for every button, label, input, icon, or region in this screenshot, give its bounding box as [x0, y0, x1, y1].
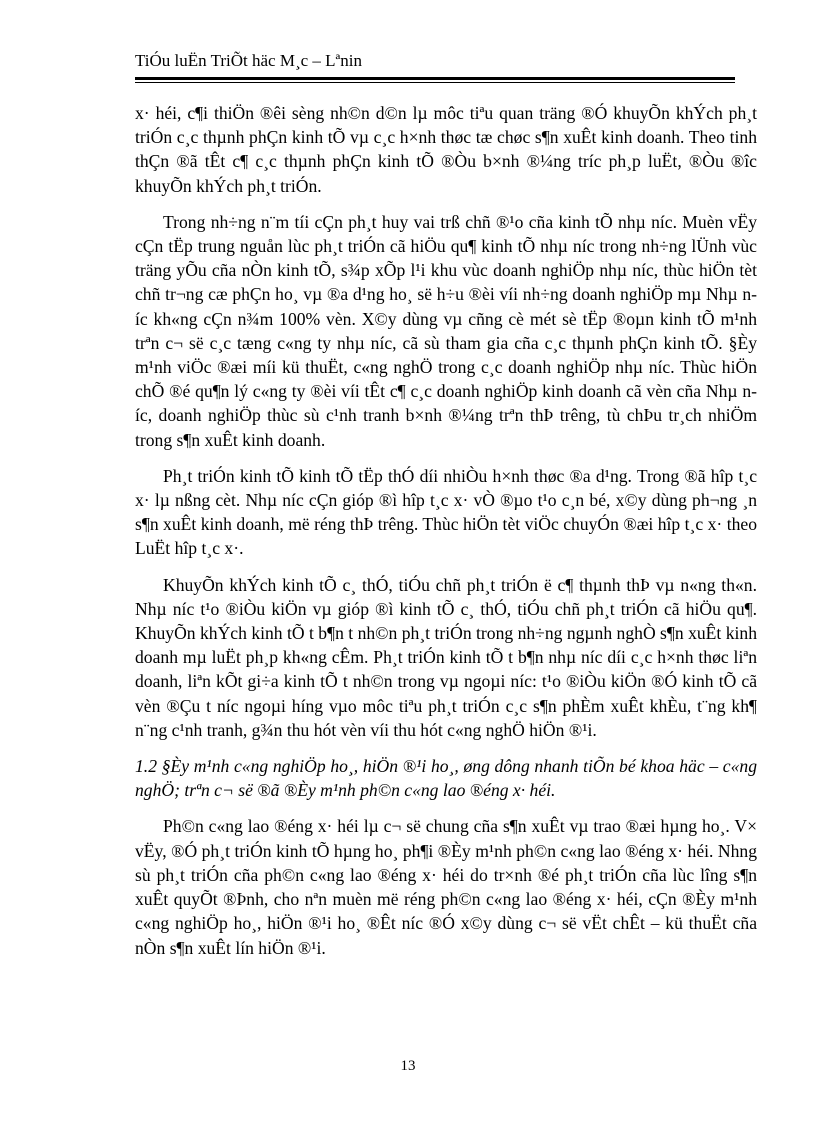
paragraph-4: KhuyÕn khÝch kinh tÕ c¸ thÓ, tiÓu chñ ph¸t triÓn ë c¶ thµnh thÞ vµ n«ng th«n. Nhµ níc t¹o ®iÒu kiÖn vµ gióp ®ì kinh tÕ c¸ thÓ, tiÓu chñ ph¸t triÓn cã hiÖu qu¶. KhuyÕn khÝch kinh tÕ t b¶n t nh©n ph¸t triÓn trong nh÷ng ngµnh nghÒ s¶n xuÊt kinh doanh mµ luËt ph¸p kh«ng cÊm. Ph¸t triÓn kinh tÕ t b¶n nhµ níc díi c¸c h×nh thøc liªn doanh, liªn kÕt gi÷a kinh tÕ t nh©n trong vµ ngoµi níc: t¹o ®iÒu kiÖn ®Ó kinh tÕ cã vèn ®Çu t níc ngoµi híng vµo môc tiªu ph¸t triÓn c¸c s¶n phÈm xuÊt khÈu, t¨ng kh¶ n¨ng c¹nh tranh, g¾n thu hót vèn víi thu hót c«ng nghÖ hiÖn ®¹i.	[135, 574, 757, 740]
document-body	[135, 101, 757, 972]
paragraph-3: Ph¸t triÓn kinh tÕ kinh tÕ tËp thÓ díi nhiÒu h×nh thøc ®a d¹ng. Trong ®ã hîp t¸c x· lµ nßng cèt. Nhµ níc cÇn gióp ®ì hîp t¸c x· vÒ ®µo t¹o c¸n bé, x©y dùng ph¬ng ¸n s¶n xuÊt kinh doanh, më réng thÞ trêng. Thùc hiÖn tèt viÖc chuyÓn ®æi hîp t¸c x· theo LuËt hîp t¸c x·.	[135, 465, 757, 559]
header-rule-thin	[135, 82, 735, 83]
header-rule-thick	[135, 77, 735, 80]
paragraph-5: Ph©n c«ng lao ®éng x· héi lµ c¬ së chung cña s¶n xuÊt vµ trao ®æi hµng ho¸. V× vËy, ®Ó ph¸t triÓn kinh tÕ hµng ho¸ ph¶i ®Èy m¹nh ph©n c«ng lao ®éng x· héi. Nhng sù ph¸t triÓn cña ph©n c«ng lao ®éng x· héi do tr×nh ®é ph¸t triÓn cña lùc lîng s¶n xuÊt quyÕt ®Þnh, cho nªn muèn më réng ph©n c«ng lao ®éng x· héi, cÇn ®Èy m¹nh c«ng nghiÖp ho¸, hiÖn ®¹i ho¸ ®Êt níc ®Ó x©y dùng c¬ së vËt chÊt – kü thuËt cña nÒn s¶n xuÊt lín hiÖn ®¹i.	[135, 816, 757, 958]
paragraph-2: Trong nh÷ng n¨m tíi cÇn ph¸t huy vai trß chñ ®¹o cña kinh tÕ nhµ níc. Muèn vËy cÇn tËp trung nguån lùc ph¸t triÓn cã hiÖu qu¶ kinh tÕ nhµ níc trong nh÷ng lÜnh vùc träng yÕu cña nÒn kinh tÕ, s¾p xÕp l¹i khu vùc doanh nghiÖp nhµ níc, thùc hiÖn tèt chñ tr¬ng cæ phÇn ho¸ vµ ®a d¹ng ho¸ së h÷u ®èi víi nh÷ng doanh nghiÖp mµ Nhµ níc kh«ng cÇn n¾m 100% vèn. X©y dùng vµ cñng cè mét sè tËp ®oµn kinh tÕ m¹nh trªn c¬ së c¸c tæng c«ng ty nhµ níc, cã sù tham gia cña c¸c thµnh phÇn kinh tÕ. §Èy m¹nh viÖc ®æi míi kü thuËt, c«ng nghÖ trong c¸c doanh nghiÖp nhµ níc. Thùc hiÖn chÕ ®é qu¶n lý c«ng ty ®èi víi tÊt c¶ c¸c doanh nghiÖp kinh doanh cã vèn cña Nhµ níc, doanh nghiÖp thùc sù c¹nh tranh b×nh ®¼ng trªn thÞ trêng, tù chÞu tr¸ch nhiÖm trong s¶n xuÊt kinh doanh.	[135, 211, 757, 450]
running-header: TiÓu luËn TriÕt häc M¸c – Lªnin	[135, 51, 362, 70]
section-heading: 1.2 §Èy m¹nh c«ng nghiÖp ho¸, hiÖn ®¹i ho¸, øng dông nhanh tiÕn bé khoa häc – c«ng nghÖ; trªn c¬ së ®ã ®Èy m¹nh ph©n c«ng lao ®éng x· héi.	[135, 756, 757, 801]
page-number: 13	[400, 1058, 416, 1074]
paragraph-1: x· héi, c¶i thiÖn ®êi sèng nh©n d©n lµ môc tiªu quan träng ®Ó khuyÕn khÝch ph¸t triÓn c¸c thµnh phÇn kinh tÕ vµ c¸c h×nh thøc tæ chøc s¶n xuÊt kinh doanh. Theo tinh thÇn ®ã tÊt c¶ c¸c thµnh phÇn kinh tÕ ®Òu b×nh ®¼ng tríc ph¸p luËt, ®Òu ®îc khuyÕn khÝch ph¸t triÓn.	[135, 103, 757, 196]
